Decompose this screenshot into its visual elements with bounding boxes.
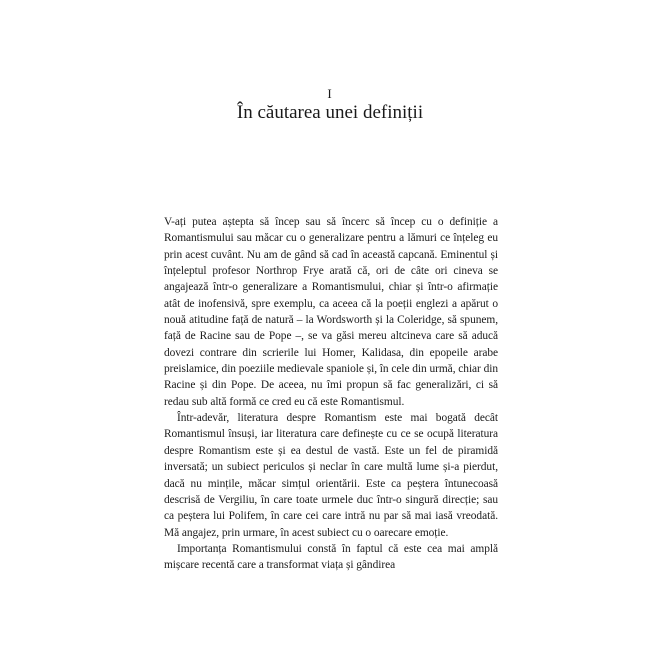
body-text — [164, 214, 498, 574]
chapter-title: În căutarea unei definiții — [236, 102, 424, 123]
paragraph-1: V-ați putea aștepta să încep sau să încerc să încep cu o definiție a Romantismului sau măcar cu o generalizare pentru a lămuri ce înțeleg eu prin acest cuvânt. Nu am de gând să cad în această capcană. Eminentul și înțeleptul profesor Northrop Frye arată că, ori de câte ori cineva se angajează într-o generalizare a Romantismului, chiar și într-o afirmație atât de inofensivă, spre exemplu, ca aceea că la poeții englezi a apărut o nouă atitudine față de natură – la Wordsworth și la Coleridge, să spunem, față de Racine sau de Pope –, se va găsi mereu altcineva care să aducă dovezi contrare din scrierile lui Homer, Kalidasa, din epopeile arabe preislamice, din poeziile medievale spaniole și, în cele din urmă, chiar din Racine și din Pope. De aceea, nu îmi propun să fac generalizări, ci să redau sub altă formă ce cred eu că este Romantismul. — [164, 216, 499, 408]
paragraph-2: Într-adevăr, literatura despre Romantism este mai bogată decât Romantismul însuși, iar literatura care definește cu ce se ocupă literatura despre Romantism este și ea destul de vastă. Este un fel de piramidă inversată; un subiect periculos și neclar în care multă lume și-a pierdut, dacă nu mințile, măcar simțul orientării. Este ca peștera întunecoasă descrisă de Vergiliu, în care toate urmele duc într-o singură direcție; sau ca peștera lui Polifem, în care cei care intră nu par să mai iasă vreodată. Mă angajez, prin urmare, în acest subiect cu o oarecare emoție. — [164, 412, 498, 539]
chapter-number: I — [327, 86, 333, 101]
paragraph-3: Importanța Romantismului constă în faptul că este cea mai amplă mișcare recentă care a transformat viața și gândirea — [164, 542, 498, 572]
